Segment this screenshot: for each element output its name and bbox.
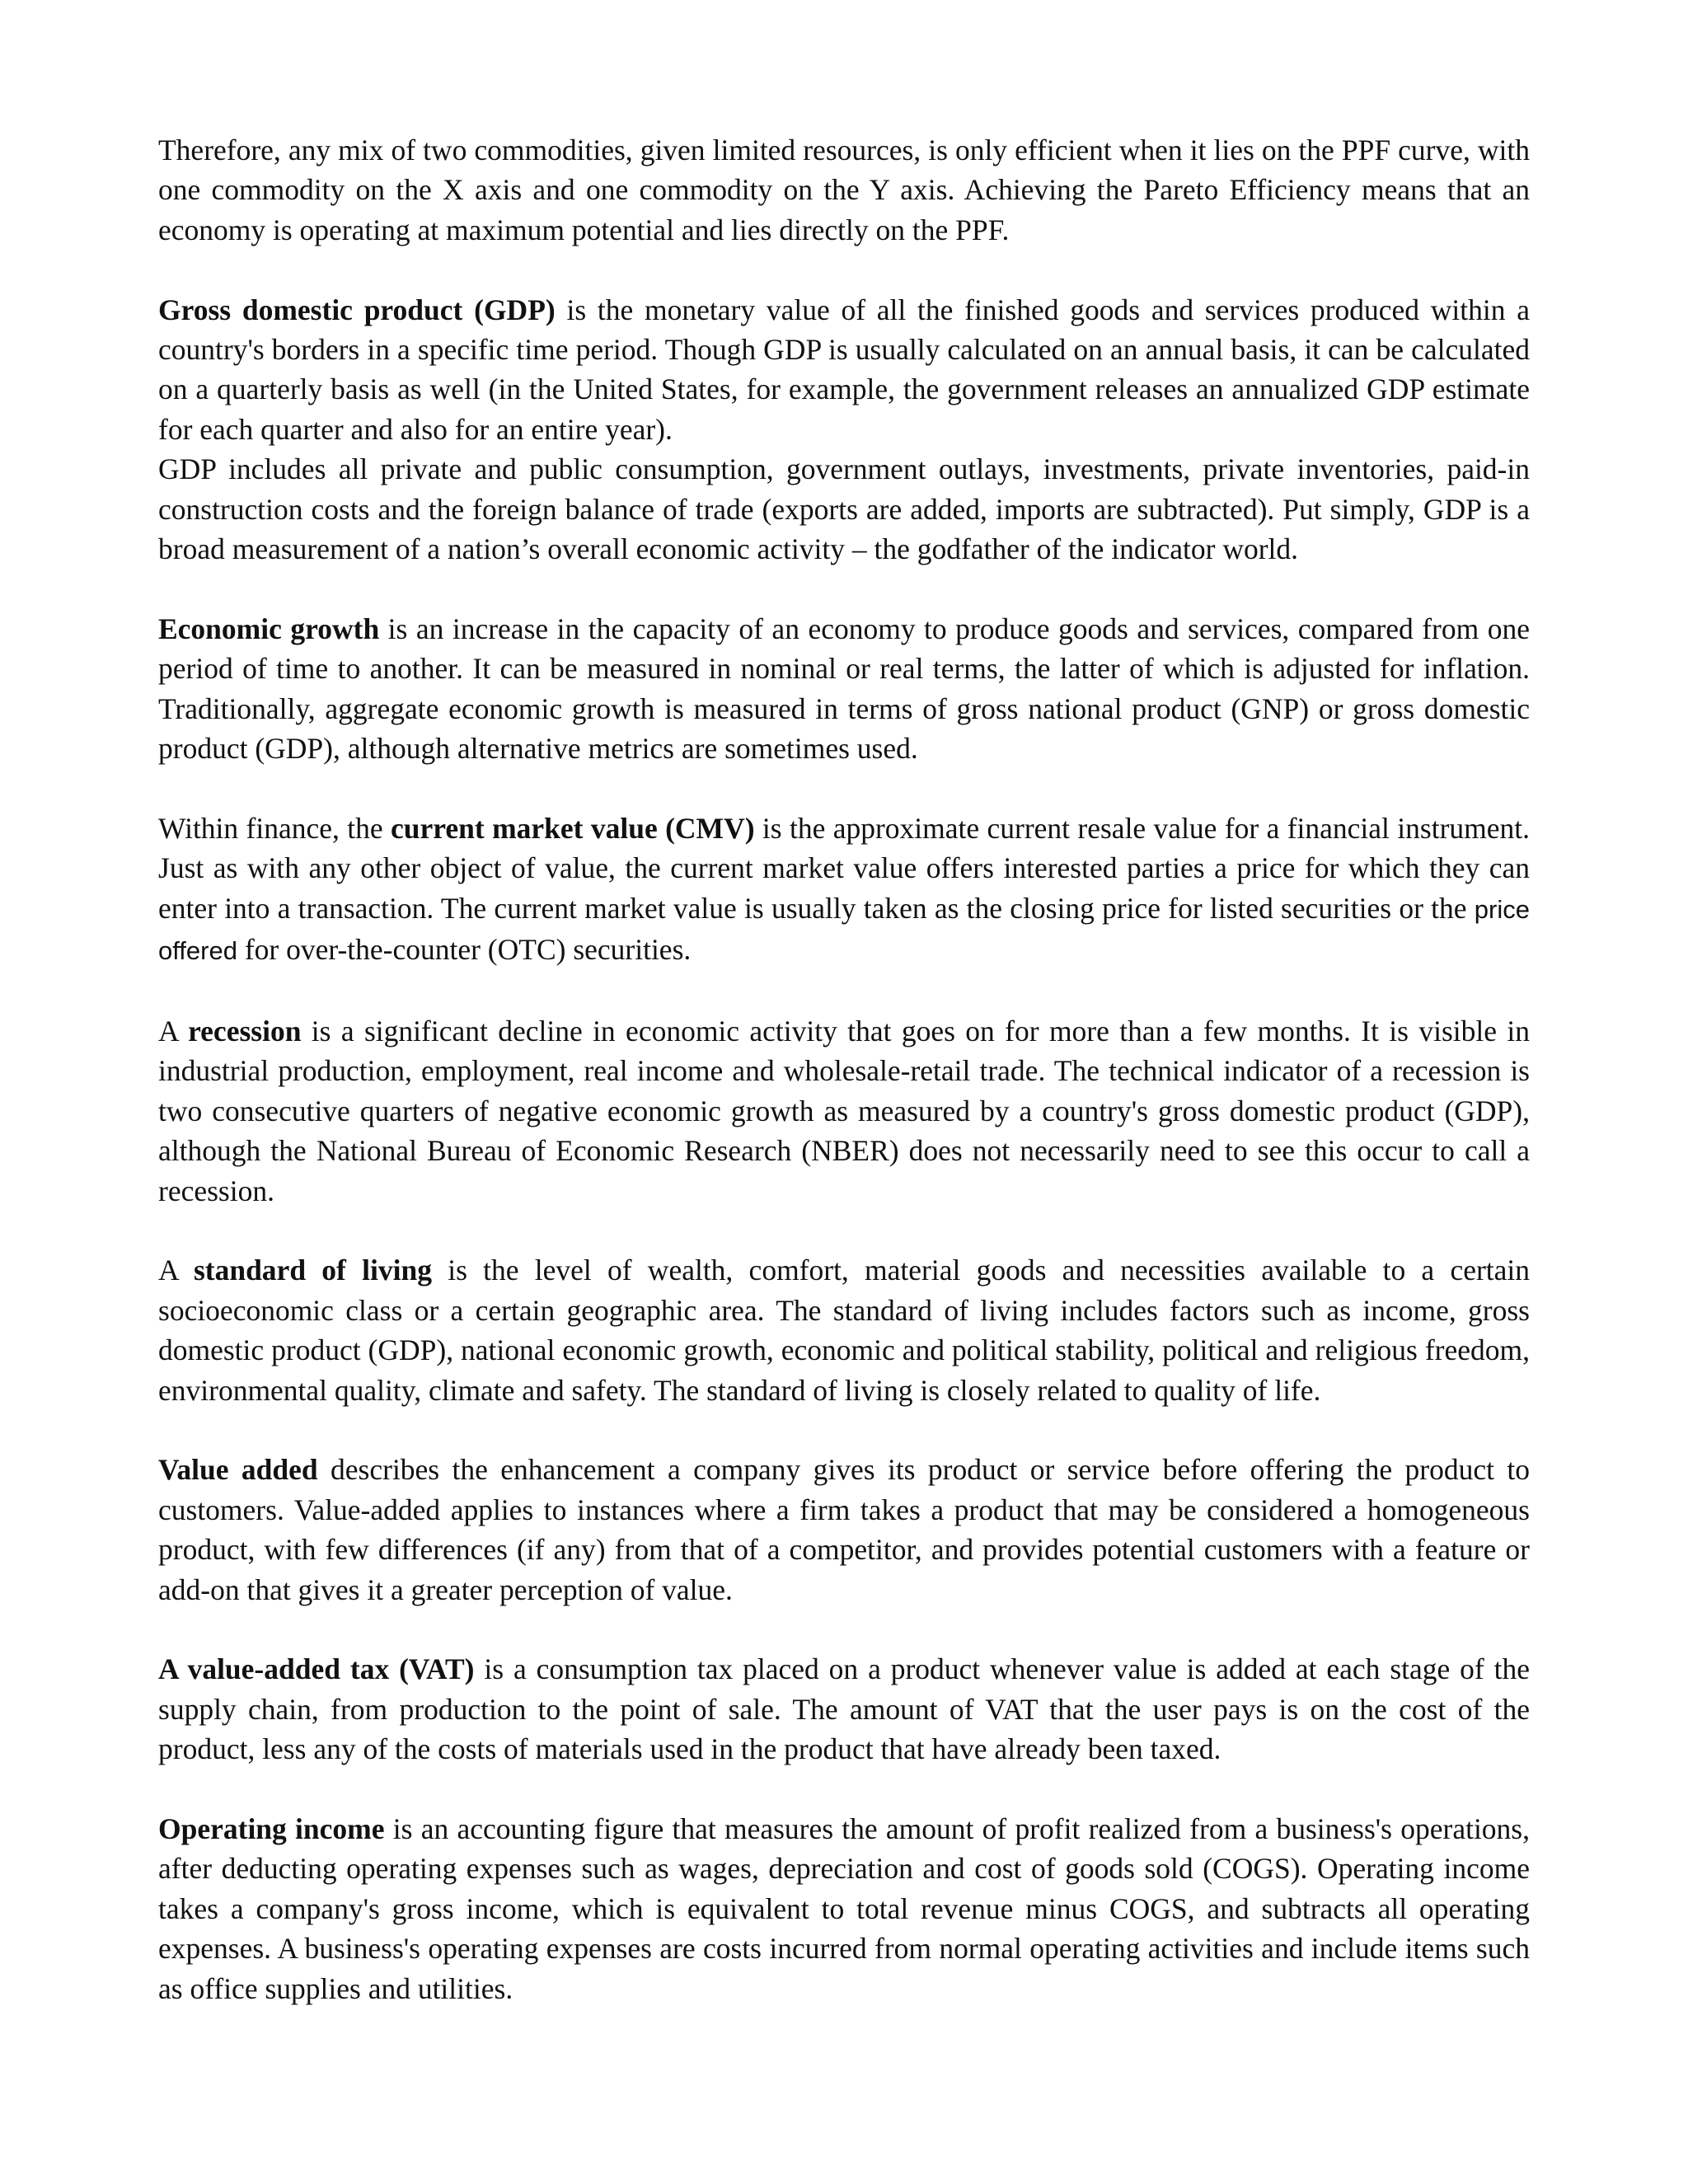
value-added-term: Value added — [158, 1453, 318, 1487]
growth-paragraph — [158, 609, 1530, 769]
operating-income-term: Operating income — [158, 1811, 385, 1845]
gdp-paragraph — [158, 290, 1530, 450]
recession-term: recession — [188, 1014, 302, 1047]
ppf-paragraph — [158, 130, 1530, 250]
gdp-components-text: GDP includes all private and public consumption, government outlays, investments, private inventories, paid-in construction costs and the foreign balance of trade (exports are added, imports are subtracted). Put simply, GDP is a broad measurement of a nation’s overall economic activity – the godfather of the indicator world. — [158, 452, 1530, 566]
gdp-components-paragraph — [158, 449, 1530, 569]
price-offered-term: price offered — [158, 894, 1530, 966]
recession-intro: A — [158, 1014, 189, 1047]
recession-paragraph — [158, 1011, 1530, 1211]
gdp-definition: is the monetary value of all the finished goods and services produced within a country's borders in a specific time period. Though GDP is usually calculated on an annual basis, it can be calculated on a quarterly basis as well (in the United States, for example, the government releases an annualized GDP estimate for each quarter and also for an entire year). — [158, 293, 1530, 446]
cmv-term: current market value (CMV) — [391, 811, 755, 845]
document-page — [158, 130, 1530, 2008]
cmv-intro: Within finance, the — [158, 811, 392, 845]
value-added-definition: describes the enhancement a company gives its product or service before offering the product to customers. Value-added applies to instances where a firm takes a product that may be considered a homogeneous product, with few differences (if any) from that of a competitor, and provides potential customers with a feature or add-on that gives it a greater perception of value. — [158, 1453, 1530, 1606]
gdp-term: Gross domestic product (GDP) — [158, 293, 556, 326]
living-definition: is the level of wealth, comfort, material goods and necessities available to a certain socioeconomic class or a certain geographic area. The standard of living includes factors such as income, gross domestic product (GDP), national economic growth, economic and political stability, political and religious freedom, environmental quality, climate and safety. The standard of living is closely related to quality of life. — [158, 1254, 1531, 1407]
living-paragraph — [158, 1250, 1530, 1410]
cmv-ending: for over-the-counter (OTC) securities. — [237, 933, 692, 967]
value-added-paragraph — [158, 1450, 1530, 1610]
growth-term: Economic growth — [158, 612, 380, 645]
cmv-definition: is the approximate current resale value for a financial instrument. Just as with any other object of value, the current market value offers interested parties a price for which they can enter into a transaction. The current market value is usually taken as the closing price for listed securities or the — [158, 811, 1530, 925]
ppf-text: Therefore, any mix of two commodities, given limited resources, is only efficient when it lies on the PPF curve, with one commodity on the X axis and one commodity on the Y axis. Achieving the Pareto Efficiency means that an economy is operating at maximum potential and lies directly on the PPF. — [158, 134, 1530, 246]
living-term: standard of living — [193, 1254, 432, 1287]
cmv-paragraph — [158, 808, 1530, 972]
operating-income-definition: is an accounting figure that measures the amount of profit realized from a business's operations, after deducting operating expenses such as wages, depreciation and cost of goods sold (COGS). Operating income takes a company's gross income, which is equivalent to total revenue minus COGS, and subtracts all operating expenses. A business's operating expenses are costs incurred from normal operating activities and include items such as office supplies and utilities. — [158, 1811, 1530, 2005]
living-intro: A — [158, 1254, 194, 1287]
vat-paragraph — [158, 1649, 1530, 1769]
vat-definition: is a consumption tax placed on a product whenever value is added at each stage of the supply chain, from production to the point of sale. The amount of VAT that the user pays is on the cost of the product, less any of the costs of materials used in the product that have already been taxed. — [158, 1652, 1530, 1766]
recession-definition: is a significant decline in economic activity that goes on for more than a few months. It is visible in industrial production, employment, real income and wholesale-retail trade. The technical indicator of a recession is two consecutive quarters of negative economic growth as measured by a country's gross domestic product (GDP), although the National Bureau of Economic Research (NBER) does not necessarily need to see this occur to call a recession. — [158, 1014, 1530, 1207]
operating-income-paragraph — [158, 1809, 1530, 2008]
vat-term: A value-added tax (VAT) — [158, 1652, 475, 1686]
growth-definition: is an increase in the capacity of an economy to produce goods and services, compared from one period of time to another. It can be measured in nominal or real terms, the latter of which is adjusted for inflation. Traditionally, aggregate economic growth is measured in terms of gross national product (GNP) or gross domestic product (GDP), although alternative metrics are sometimes used. — [158, 612, 1530, 766]
